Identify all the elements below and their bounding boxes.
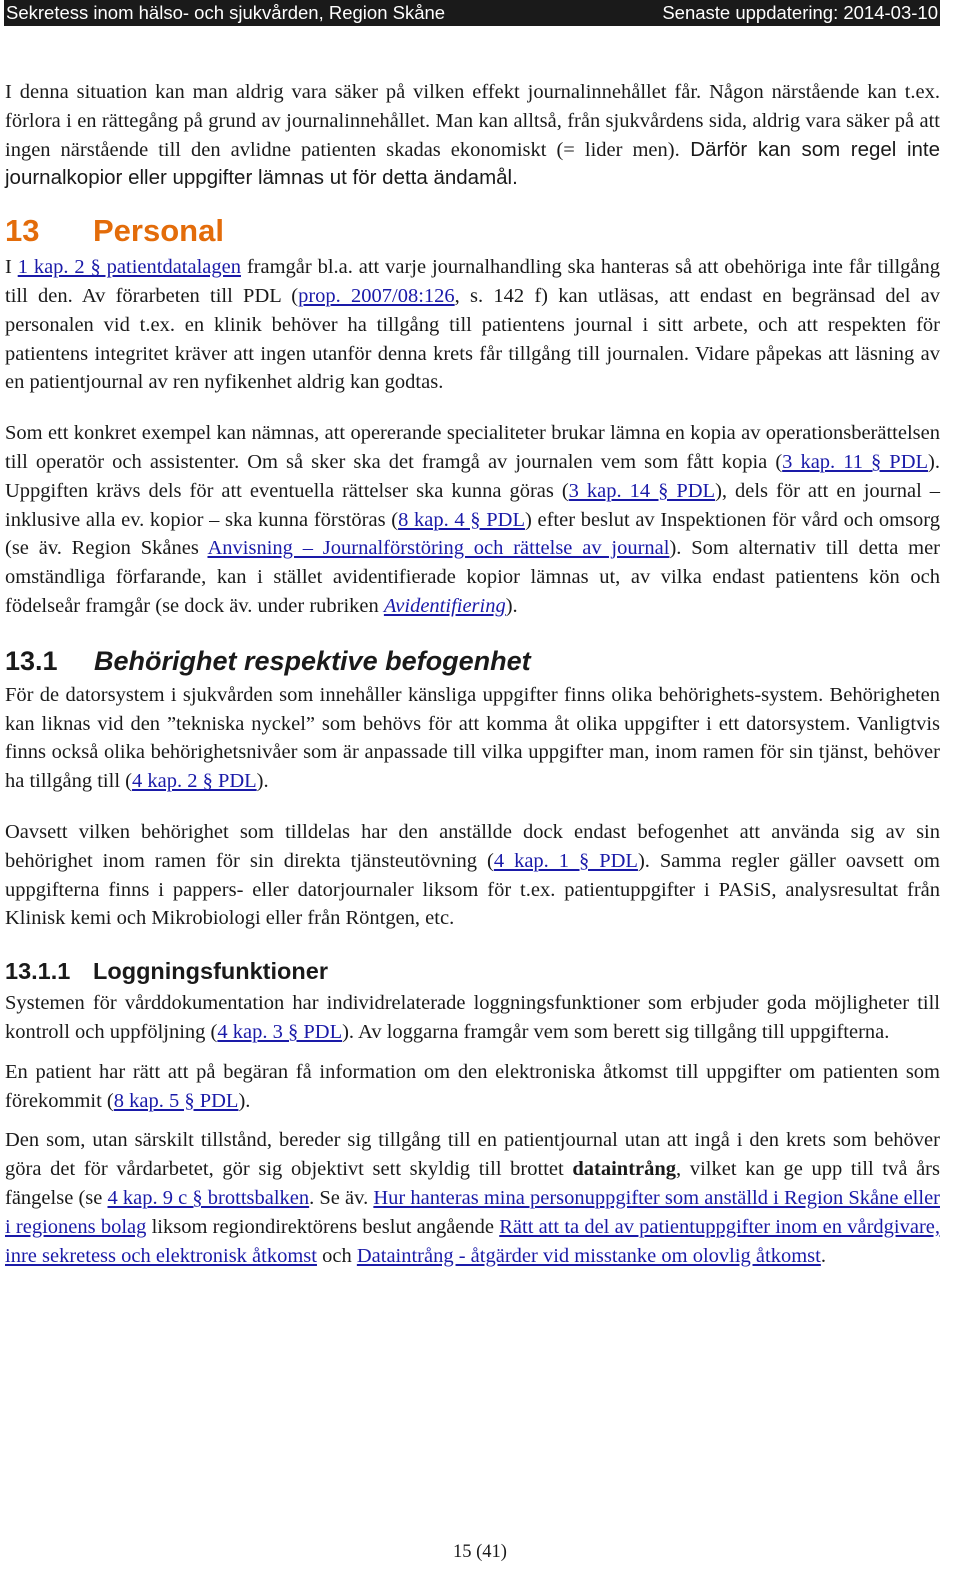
text: ). Som alternativ till detta mer omständliga förfarande, kan i stället avidentifierade kopior lämnas ut, av vilka endast patientens kön och födelseår framgår (se dock äv. under rubriken <box>5 537 940 617</box>
link-4-kap-3-pdl[interactable]: 4 kap. 3 § PDL <box>217 1020 343 1043</box>
text: ). Av loggarna framgår vem som berett sig tillgång till uppgifterna. <box>342 1020 890 1043</box>
heading-13-title: Personal <box>93 213 224 249</box>
text: ). <box>256 770 269 793</box>
link-dataintrang-atgarder[interactable]: Dataintrång - åtgärder vid misstanke om olovlig åtkomst <box>356 1244 821 1267</box>
text: En patient har rätt att på begäran få information om den elektroniska åtkomst till uppgifter om patienten som förekommit ( <box>5 1060 940 1112</box>
link-1-kap-2-patientdatalagen[interactable]: 1 kap. 2 § patientdatalagen <box>17 256 241 279</box>
text: liksom regiondirektörens beslut angående <box>146 1215 500 1238</box>
text: . Se äv. <box>309 1186 374 1209</box>
link-3-kap-11-pdl[interactable]: 3 kap. 11 § PDL <box>782 450 929 473</box>
heading-13-1-1 <box>5 955 940 987</box>
text: framgår bl.a. att varje journalhandling ska hanteras så att obehöriga inte får tillgång till den. Av förarbeten till PDL ( <box>5 256 941 307</box>
page-header <box>4 0 940 26</box>
link-anvisning-journalforstoring[interactable]: Anvisning – Journalförstöring och rättelse av journal <box>207 537 670 560</box>
heading-13-1-number: 13.1 <box>5 645 58 676</box>
intro-serif-text: I denna situation kan man aldrig vara säker på vilken effekt journalinnehållet får. Någon närstående kan t.ex. förlora i en rättegång på grund av journalinnehållet. Man kan alltså, från sjukvårdens sida, aldrig vara säker på att ingen närstående till den avlidne patienten skadas ekonomiskt (= lider men). <box>5 81 940 161</box>
text: Den som, utan särskilt tillstånd, bereder sig tillgång till en patientjournal utan att ingå i den krets som behöver göra det för vårdarbetet, gör sig objektivt sett skyldig till brottet <box>5 1129 940 1181</box>
text: ). <box>505 594 518 617</box>
text: , vilket kan ge upp till två års fängelse (se <box>5 1158 940 1209</box>
link-3-kap-14-pdl[interactable]: 3 kap. 14 § PDL <box>568 479 716 502</box>
heading-13-1 <box>5 643 940 679</box>
intro-sans-text: Därför kan som regel inte journalkopior eller uppgifter lämnas ut för detta ändamål. <box>5 137 940 190</box>
heading-13-number: 13 <box>5 213 40 249</box>
link-avidentifiering[interactable]: Avidentifiering <box>383 594 506 617</box>
header-title: Sekretess inom hälso- och sjukvården, Region Skåne <box>6 2 446 23</box>
text: I <box>5 256 18 279</box>
paragraph-13-1-2 <box>5 818 940 933</box>
text: För de datorsystem i sjukvården som innehåller känsliga uppgifter finns olika behörighets-system. Behörigheten kan liknas vid den ”tekniska nyckel” som behövs för att komma åt olika uppgifter i ett datorsystem. Vanligtvis finns också olika behörighetsnivåer som är anpassade till vilka uppgifter man, inom ramen för sin tjänst, behöver ha tillgång till ( <box>5 683 940 793</box>
link-8-kap-4-pdl[interactable]: 8 kap. 4 § PDL <box>398 508 525 531</box>
paragraph-13-1-1-3 <box>5 1126 940 1270</box>
text: . <box>820 1244 826 1267</box>
link-4-kap-1-pdl[interactable]: 4 kap. 1 § PDL <box>493 849 638 872</box>
page-number: 15 (41) <box>453 1542 507 1562</box>
text: , s. 142 f) kan utläsas, att endast en begränsad del av personalen vid t.ex. en klinik behöver ha tillgång till patientens journal i sitt arbete, och att respekten för patientens integritet kräver att ingen utanför denna krets får tillgång till journalen. Vidare påpekas att läsning av en patientjournal av ren nyfikenhet aldrig kan godtas. <box>5 284 941 394</box>
header-updated: Senaste uppdatering: 2014-03-10 <box>662 2 938 23</box>
text: ). Uppgiften krävs dels för att eventuella rättelser ska kunna göras ( <box>5 450 940 502</box>
link-ratt-att-ta-del[interactable]: Rätt att ta del av patientuppgifter inom en vårdgivare, inre sekretess och elektronisk åtkomst <box>5 1215 940 1267</box>
text: ), dels för att en journal – inklusive alla ev. kopior – ska kunna förstöras ( <box>5 479 940 531</box>
text: Systemen för vårddokumentation har individrelaterade loggningsfunktioner som erbjuder goda möjligheter till kontroll och uppföljning ( <box>5 992 940 1043</box>
heading-13-1-1-number: 13.1.1 <box>5 958 71 985</box>
text: Oavsett vilken behörighet som tilldelas har den anställde dock endast befogenhet att använda sig av sin behörighet inom ramen för sin direkta tjänsteutövning ( <box>5 820 940 872</box>
text: Som ett konkret exempel kan nämnas, att opererande specialiteter brukar lämna en kopia av operationsberättelsen till operatör och assistenter. Om så sker ska det framgå av journalen vem som fått kopia ( <box>5 422 940 473</box>
link-4-kap-9c-brottsbalken[interactable]: 4 kap. 9 c § brottsbalken <box>107 1186 310 1209</box>
intro-paragraph <box>5 78 940 193</box>
text: ). <box>238 1089 251 1112</box>
heading-13-1-title: Behörighet respektive befogenhet <box>94 645 531 676</box>
heading-13 <box>5 211 940 251</box>
text: ). Samma regler gäller oavsett om uppgifterna finns i pappers- eller datorjournaler liksom för t.ex. patientuppgifter i PASiS, analysresultat från Klinisk kemi och Mikrobiologi eller från Röntgen, etc. <box>5 849 941 930</box>
link-8-kap-5-pdl[interactable]: 8 kap. 5 § PDL <box>113 1089 239 1112</box>
paragraph-13-1-1 <box>5 681 940 796</box>
heading-13-1-1-title: Loggningsfunktioner <box>93 958 328 985</box>
link-4-kap-2-pdl[interactable]: 4 kap. 2 § PDL <box>131 770 257 793</box>
link-personuppgifter-anstalld[interactable]: Hur hanteras mina personuppgifter som anställd i Region Skåne eller i regionens bolag <box>5 1186 940 1238</box>
link-prop-2007-08-126[interactable]: prop. 2007/08:126 <box>298 284 455 307</box>
document-body <box>5 78 940 1270</box>
paragraph-13-1 <box>5 253 940 397</box>
bold-term-dataintrang: dataintrång <box>572 1158 677 1181</box>
text: ) efter beslut av Inspektionen för vård och omsorg (se äv. Region Skånes <box>5 508 941 560</box>
paragraph-13-2 <box>5 419 940 621</box>
paragraph-13-1-1-1 <box>5 989 940 1047</box>
paragraph-13-1-1-2 <box>5 1058 940 1116</box>
text: och <box>316 1244 357 1267</box>
